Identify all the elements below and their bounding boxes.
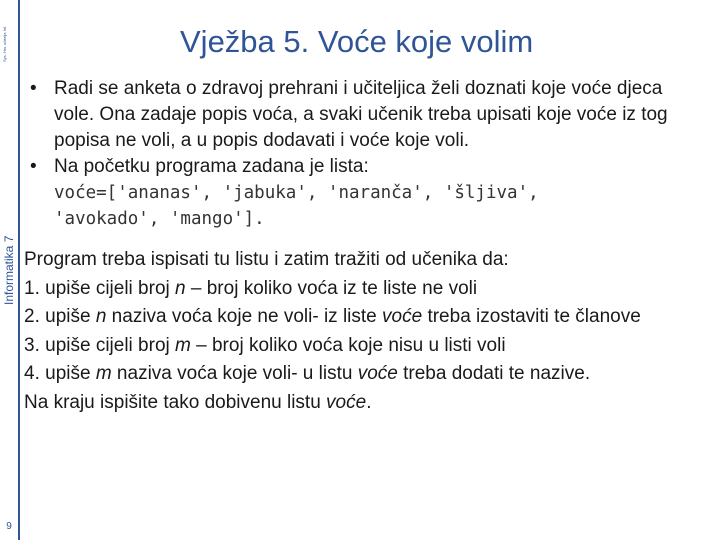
bullet-item-list (30, 154, 700, 232)
bullet-text: Na početku programa zadana je lista: (54, 156, 369, 177)
step-3: 3. upiše cijeli broj m – broj koliko voća koje nisu u listi voli (24, 334, 506, 356)
course-label: Informatika 7 (2, 235, 16, 305)
bullet-text: Radi se anketa o zdravoj prehrani i učiteljica želi doznati koje voće djeca vole. Ona zadaje popis voća, a svaki učenik treba upisati koje voće iz tog popisa ne voli, a u popis dodavati i voće koje voli. (54, 78, 668, 151)
intro-text: Program treba ispisati tu listu i zatim tražiti od učenika da: (24, 249, 509, 270)
page-number: 9 (6, 521, 12, 532)
step-4: 4. upiše m naziva voća koje voli- u listu voće treba dodati te nazive. (24, 363, 591, 384)
task-description (24, 246, 700, 417)
slide-title: Vježba 5. Voće koje volim (180, 24, 534, 59)
closing-text: Na kraju ispišite tako dobivenu listu voće. (24, 391, 372, 413)
step-1: 1. upiše cijeli broj n – broj koliko voća iz te liste ne voli (24, 277, 478, 299)
code-line-2: 'avokado', 'mango']. (54, 209, 265, 229)
step-2: 2. upiše n naziva voća koje ne voli- iz liste voće treba izostaviti te članove (24, 306, 641, 327)
publisher-mark: Sys. Hrv. učitelja Inf. (2, 25, 7, 62)
bullet-list (30, 76, 700, 232)
sidebar (0, 0, 20, 540)
code-line-1: voće=['ananas', 'jabuka', 'naranča', 'šljiva', (54, 183, 539, 203)
bullet-item-survey (30, 76, 700, 154)
